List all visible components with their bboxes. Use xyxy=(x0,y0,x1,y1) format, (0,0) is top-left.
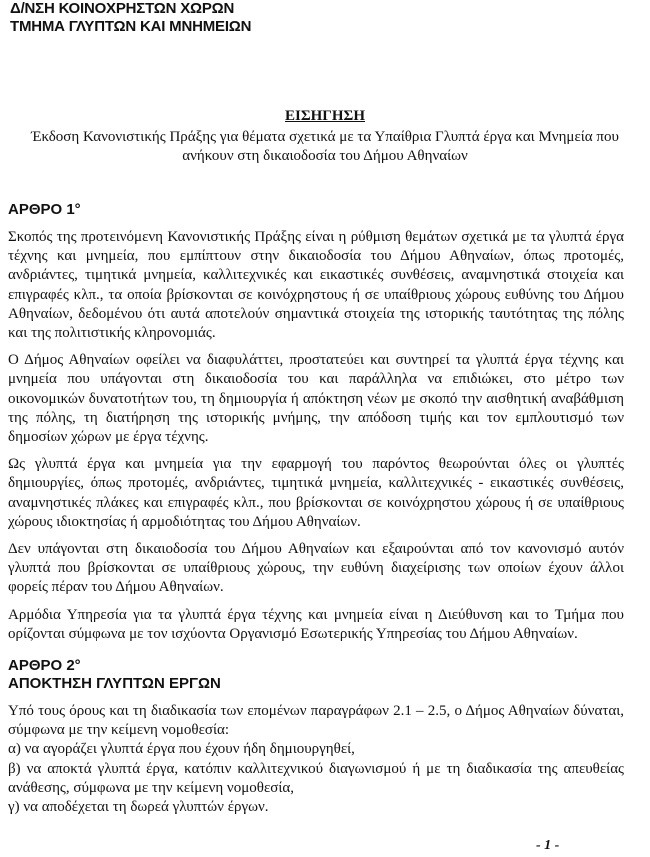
article-2-intro: Υπό τους όρους και τη διαδικασία των επομένων παραγράφων 2.1 – 2.5, ο Δήμος Αθηναίων δύναται, σύμφωνα με την κείμενη νομοθεσία: xyxy=(8,703,624,739)
document-title: ΕΙΣΗΓΗΣΗ xyxy=(284,108,365,124)
article-2-subheading: ΑΠΟΚΤΗΣΗ ΓΛΥΠΤΩΝ ΕΡΓΩΝ xyxy=(8,675,221,693)
section-line: ΤΜΗΜΑ ΓΛΥΠΤΩΝ ΚΑΙ ΜΝΗΜΕΙΩΝ xyxy=(10,18,252,35)
article-2-heading: ΑΡΘΡΟ 2° xyxy=(8,657,81,675)
article-1-heading: ΑΡΘΡΟ 1° xyxy=(8,201,81,218)
list-item: β) να αποκτά γλυπτά έργα, κατόπιν καλλιτεχνικού διαγωνισμού ή με τη διαδικασία της απευθείας ανάθεσης, σύμφωνα με την κείμενη νομοθεσία, xyxy=(8,760,624,796)
article-1-paragraph: Ο Δήμος Αθηναίων οφείλει να διαφυλάττει, προστατεύει και συντηρεί τα γλυπτά έργα τέχνης και μνημεία που υπάγονται στη δικαιοδοσία του και παράλληλα να επιδιώκει, στο μέτρο των οικονομικών δυνατοτήτων του, τη δημιουργία ή απόκτηση νέων με σκοπό την αισθητική αναβάθμιση της πόλης, τη διατήρηση της ιστορικής μνήμης, την απόδοση τιμής και τον εμπλουτισμό των δημοσίων χώρων με έργα τέχνης. xyxy=(8,352,624,446)
issuing-department-header xyxy=(10,0,251,36)
article-1-paragraph: Αρμόδια Υπηρεσία για τα γλυπτά έργα τέχνης και μνημεία είναι η Διεύθυνση και το Τμήμα που ορίζονται σύμφωνα με τον ισχύοντα Οργανισμό Εσωτερικής Υπηρεσίας του Δήμου Αθηναίων. xyxy=(8,606,624,642)
list-item: α) να αγοράζει γλυπτά έργα που έχουν ήδη δημιουργηθεί, xyxy=(8,741,355,758)
article-1-paragraph: Δεν υπάγονται στη δικαιοδοσία του Δήμου Αθηναίων και εξαιρούνται από τον κανονισμό αυτόν γλυπτά που βρίσκονται σε υπαίθριους χώρους, την ευθύνη διαχείρισης των οποίων έχουν άλλοι φορείς πέραν του Δήμου Αθηναίων. xyxy=(8,541,624,596)
article-1-paragraph: Ως γλυπτά έργα και μνημεία για την εφαρμογή του παρόντος θεωρούνται όλες οι γλυπτές δημιουργίες, όπως προτομές, ανδριάντες, τιμητικά μνημεία, καλλιτεχνικές - εικαστικές συνθέσεις, αναμνηστικές πλάκες και επιγραφές κλπ., που βρίσκονται σε κοινόχρηστου χώρους ή σε υπαίθριους χώρους ιδιοκτησίας ή αρμοδιότητας του Δήμου Αθηναίων. xyxy=(8,456,624,530)
document-subtitle: Έκδοση Κανονιστικής Πράξης για θέματα σχετικά με τα Υπαίθρια Γλυπτά έργα και Μνημεία που ανήκουν στη δικαιοδοσία του Δήμου Αθηναίων xyxy=(31,129,619,164)
list-item: γ) να αποδέχεται τη δωρεά γλυπτών έργων. xyxy=(8,799,269,816)
document-title-block xyxy=(0,107,650,166)
page-number: - 1 - xyxy=(536,838,560,853)
article-1-paragraph: Σκοπός της προτεινόμενη Κανονιστικής Πράξης είναι η ρύθμιση θεμάτων σχετικά με τα γλυπτά έργα τέχνης και μνημεία, που εμπίπτουν στην δικαιοδοσία του Δήμου Αθηναίων, όπως προτομές, ανδριάντες, τιμητικά μνημεία, καλλιτεχνικές και εικαστικές συνθέσεις, αναμνηστικά στοιχεία και επιγραφές κλπ., τα οποία βρίσκονται σε κοινόχρηστους ή σε υπαίθριους χώρους ευθύνης του Δήμου Αθηναίων, δεδομένου ότι αυτά αποτελούν σημαντικά στοιχεία της ιστορικής ταυτότητας της πόλης και της πολιτιστικής κληρονομιάς. xyxy=(8,229,624,342)
document-body xyxy=(8,201,624,817)
department-line: Δ/ΝΣΗ ΚΟΙΝΟΧΡΗΣΤΩΝ ΧΩΡΩΝ xyxy=(10,0,235,17)
